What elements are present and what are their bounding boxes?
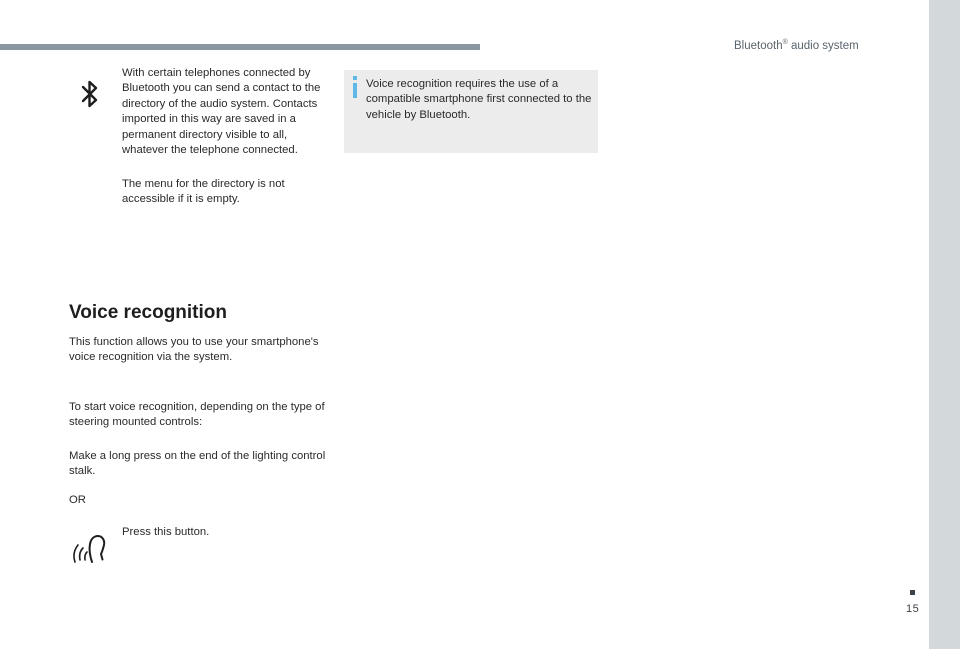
voice-recognition-heading: Voice recognition	[69, 302, 228, 323]
info-box	[344, 70, 598, 153]
bluetooth-icon	[80, 77, 100, 111]
or-text: OR	[69, 494, 86, 506]
info-text: Voice recognition requires the use of a compatible smartphone first connected to the vehicle by Bluetooth.	[366, 78, 592, 121]
page-number: 15	[906, 603, 920, 615]
long-press-text: Make a long press on the end of the lighting control stalk.	[69, 450, 326, 478]
voice-command-icon	[72, 532, 108, 566]
bluetooth-note-directory: The menu for the directory is not accessible if it is empty.	[122, 178, 285, 206]
registered-mark: ®	[782, 39, 788, 46]
info-icon	[352, 76, 358, 98]
page-edge-strip	[929, 0, 960, 649]
bluetooth-note-text: With certain telephones connected by Bluetooth you can send a contact to the directory of the audio system. Contacts imported in this way are saved in a permanent directory visible to all, whatever the telephone connected.	[122, 67, 321, 157]
section-title-rest: audio system	[787, 39, 859, 52]
page-marker	[910, 590, 915, 595]
header-rule	[0, 44, 480, 50]
voice-start-text: To start voice recognition, depending on the type of steering mounted controls:	[69, 401, 325, 429]
section-title	[734, 39, 859, 52]
section-title-brand: Bluetooth	[734, 39, 783, 52]
press-button-text: Press this button.	[122, 526, 210, 538]
voice-intro-text: This function allows you to use your smartphone's voice recognition via the system.	[69, 336, 319, 364]
